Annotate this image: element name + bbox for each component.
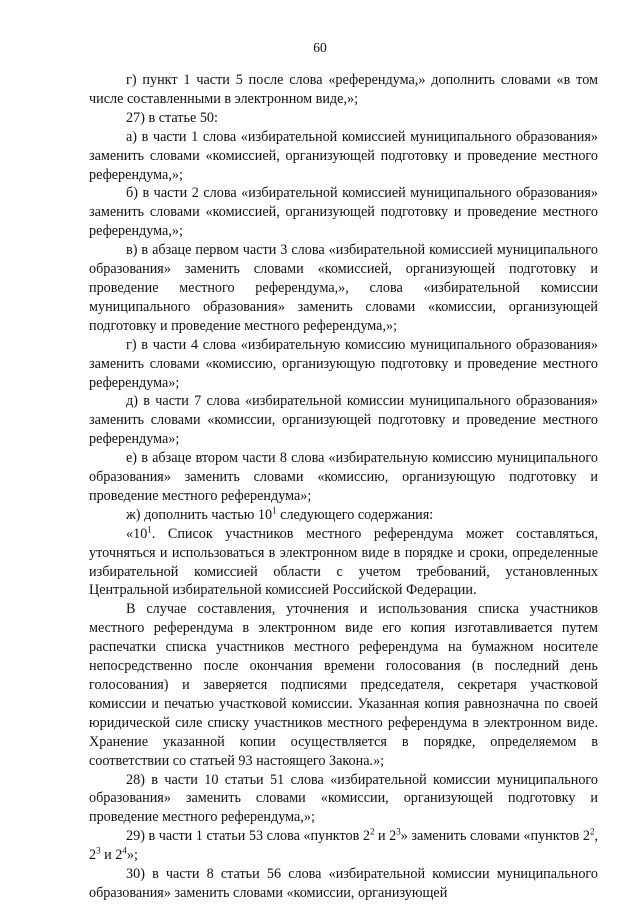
superscript: 3 [396,826,401,837]
superscript: 2 [369,826,375,837]
paragraph-p05: в) в абзаце первом части 3 слова «избирательной комиссией муниципального образования» заменить словами «комиссией, организующей подготовку и проведение местного референдума,», слова «избирательной комиссии муниципального образования» заменить словами «комиссии, организующей подготовку и проведение местного референдума,»; [89,242,598,334]
text-run: »; [126,847,138,864]
superscript: 1 [147,524,152,535]
text-run: » заменить словами «пунктов 2 [400,828,590,845]
paragraph-p03: а) в части 1 слова «избирательной комиссией муниципального образования» заменить словами «комиссией, организующей подготовку и проведение местного референдума,»; [89,128,598,183]
paragraph-p06: г) в части 4 слова «избирательную комиссию муниципального образования» заменить словами «комиссию, организующую подготовку и проведение местного референдума»; [89,336,598,391]
text-run: ж) дополнить частью 10 [126,506,273,523]
paragraph-p12: 28) в части 10 статьи 51 слова «избирательной комиссии муниципального образования» заменить словами «комиссии, организующей подготовку и проведение местного референдума,»; [89,771,598,826]
document-body [89,71,598,903]
paragraph-p01: г) пункт 1 части 5 после слова «референдума,» дополнить словами «в том числе составленными в электронном виде,»; [89,72,598,107]
paragraph-p09 [89,506,598,525]
text-run: «10 [126,525,148,542]
text-run: следующего содержания: [276,506,434,523]
superscript: 1 [272,505,277,516]
paragraph-p07: д) в части 7 слова «избирательной комиссии муниципального образования» заменить словами «комиссии, организующей подготовку и проведение местного референдума»; [89,393,598,448]
paragraph-p04: б) в части 2 слова «избирательной комиссией муниципального образования» заменить словами «комиссией, организующей подготовку и проведение местного референдума,»; [89,185,598,240]
paragraph-p13 [89,827,598,865]
text-run: 29) в части 1 статьи 53 слова «пунктов 2 [126,828,370,845]
superscript: 4 [122,845,127,856]
text-run: . Список участников местного референдума может составляться, уточняться и использоваться в электронном виде в порядке и сроки, определенные избирательной комиссией области с учетом требований, установленных Центральной избирательной комиссией Российской Федерации. [89,525,598,599]
text-run: и 2 [100,847,123,864]
paragraph-p02: 27) в статье 50: [126,109,218,126]
text-run: , 2 [89,828,598,864]
text-run: и 2 [374,828,397,845]
paragraph-p14: 30) в части 8 статьи 56 слова «избирательной комиссии муниципального образования» заменить словами «комиссии, организующей [89,866,598,901]
paragraph-p10 [89,525,598,601]
superscript: 3 [96,845,101,856]
superscript: 2 [589,826,595,837]
paragraph-p08: е) в абзаце втором части 8 слова «избирательную комиссию муниципального образования» заменить словами «комиссию, организующую подготовку и проведение местного референдума»; [89,450,598,504]
page-number: 60 [313,40,327,55]
paragraph-p11: В случае составления, уточнения и использования списка участников местного референдума в электронном виде его копия изготавливается путем распечатки списка участников местного референдума на бумажном носителе непосредственно после окончания времени голосования (в последний день голосования) и заверяется подписями председателя, секретаря участковой комиссии и печатью участковой комиссии. Указанная копия равнозначна по своей юридической силе списку участников местного референдума в электронном виде. Хранение указанной копии осуществляется в порядке, определяемом в соответствии со статьей 93 настоящего Закона.»; [89,601,598,769]
